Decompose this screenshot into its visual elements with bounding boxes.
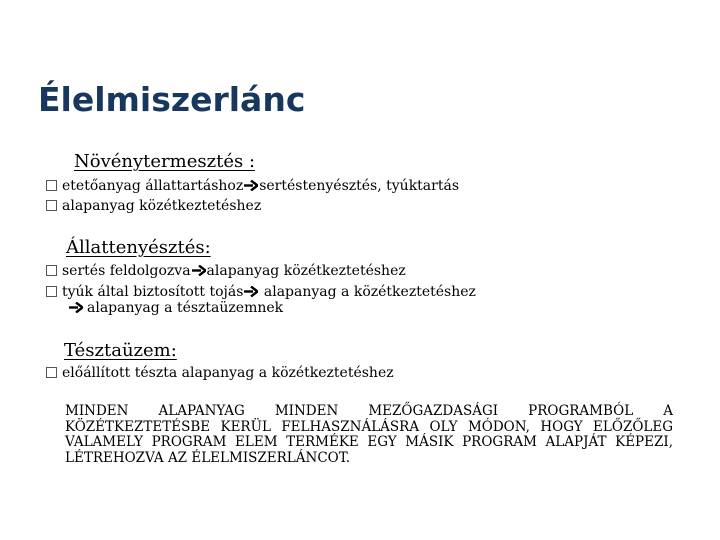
- right-arrow-icon: [192, 265, 206, 276]
- bullet-text: alapanyag közétkeztetéshez: [62, 198, 262, 214]
- bullet-continuation: [68, 299, 283, 317]
- bullet-item: [46, 177, 459, 195]
- checkbox-bullet-icon: [46, 367, 57, 378]
- bullet-item: [46, 197, 261, 215]
- bullet-text: alapanyag a tésztaüzemnek: [87, 300, 284, 316]
- bullet-text: tyúk által biztosított tojás: [62, 284, 244, 300]
- bullet-text: alapanyag a közétkeztetéshez: [259, 284, 476, 300]
- slide-title: Élelmiszerlánc: [38, 80, 306, 119]
- section-heading-plant: Növénytermesztés :: [74, 151, 256, 172]
- bullet-item: [46, 364, 394, 382]
- checkbox-bullet-icon: [46, 180, 57, 191]
- section-heading-pasta-plant: Tésztaüzem:: [64, 340, 177, 361]
- summary-paragraph: MINDEN ALAPANYAG MINDEN MEZŐGAZDASÁGI PROGRAMBÓL A KÖZÉTKEZTETÉSBE KERÜL FELHASZNÁLÁSRA OLY MÓDON, HOGY ELŐZŐLEG VALAMELY PROGRAM ELEM TERMÉKE EGY MÁSIK PROGRAM ALAPJÁT KÉPEZI, LÉTREHOZVA AZ ÉLELMISZERLÁNCOT.: [65, 403, 673, 466]
- checkbox-bullet-icon: [46, 200, 57, 211]
- checkbox-bullet-icon: [46, 265, 57, 276]
- right-arrow-icon: [244, 180, 258, 191]
- checkbox-bullet-icon: [46, 286, 57, 297]
- right-arrow-icon: [69, 302, 83, 313]
- bullet-text: sertés feldolgozva: [62, 263, 191, 279]
- section-heading-livestock: Állattenyésztés:: [66, 237, 211, 258]
- right-arrow-icon: [244, 286, 258, 297]
- bullet-text: sertéstenyésztés, tyúktartás: [259, 178, 459, 194]
- bullet-text: előállított tészta alapanyag a közétkeztetéshez: [62, 365, 394, 381]
- bullet-text: etetőanyag állattartáshoz: [62, 178, 244, 194]
- bullet-text: alapanyag közétkeztetéshez: [206, 263, 406, 279]
- bullet-item: [46, 262, 406, 280]
